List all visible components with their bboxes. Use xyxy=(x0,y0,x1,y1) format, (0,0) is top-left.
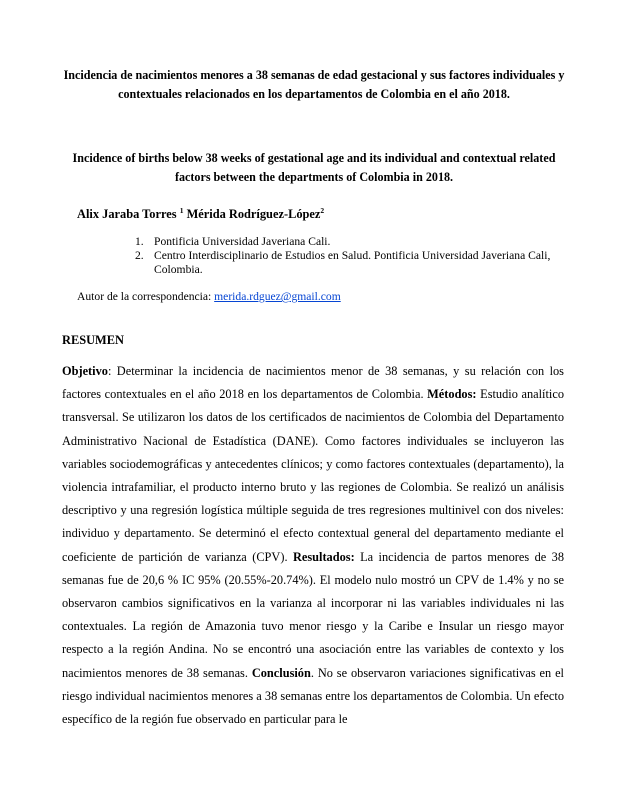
title-english: Incidence of births below 38 weeks of gestational age and its individual and contextual related factors between the departments of Colombia in 2018. xyxy=(72,151,556,184)
correspondence-line xyxy=(77,290,341,303)
objective-text: : Determinar la incidencia de nacimientos menor de 38 semanas, y su relación con los factores contextuales en el año 2018 en los departamentos de Colombia. xyxy=(62,364,564,402)
abstract-body xyxy=(62,360,564,731)
objective-label: Objetivo xyxy=(62,364,108,378)
conclusion-label: Conclusión xyxy=(251,665,311,680)
affiliation-text: Pontificia Universidad Javeriana Cali. xyxy=(154,235,331,248)
author-list xyxy=(77,207,324,222)
conclusion-text: . No se observaron variaciones significativas en el riesgo individual nacimientos menores a 38 semanas entre los departamentos de Colombia. Un efecto específico de la región fue observado en particular para le xyxy=(62,665,564,727)
author-name: Alix Jaraba Torres xyxy=(77,207,177,221)
author-affiliation-mark: 2 xyxy=(320,206,325,215)
affiliation-item xyxy=(135,249,555,277)
methods-label: Métodos: xyxy=(427,387,477,402)
correspondence-email-link[interactable]: merida.rdguez@gmail.com xyxy=(214,290,341,303)
title-spanish: Incidencia de nacimientos menores a 38 semanas de edad gestacional y sus factores individuales y contextuales relacionados en los departamentos de Colombia en el año 2018. xyxy=(63,68,565,101)
author-affiliation-mark: 1 xyxy=(179,206,184,215)
results-label: Resultados: xyxy=(292,549,355,564)
results-text: La incidencia de partos menores de 38 semanas fue de 20,6 % IC 95% (20.55%-20.74%). El modelo nulo mostró un CPV de 1.4% y no se observaron cambios significativos en la varianza al incorporar ni las variables individuales ni las contextuales. La región de Amazonia tuvo menor riesgo y la Caribe e Insular un riesgo mayor respecto a la región Andina. No se encontró una asociación entre las variables de contexto y los nacimientos menores de 38 semanas. xyxy=(62,549,564,680)
affiliation-number: 1. xyxy=(135,235,144,248)
methods-text: Estudio analítico transversal. Se utilizaron los datos de los certificados de nacimientos de Colombia del Departamento Administrativo Nacional de Estadística (DANE). Como factores individuales se incluyeron las variables sociodemográficas y antecedentes clínicos; y como factores contextuales (departamento), la violencia intrafamiliar, el producto interno bruto y las regiones de Colombia. Se realizó un análisis descriptivo y una regresión logística múltiple seguida de tres regresiones multinivel con dos niveles: individuo y departamento. Se determinó el efecto contextual general del departamento mediante el coeficiente de partición de varianza (CPV). xyxy=(62,387,564,564)
affiliation-list xyxy=(135,235,555,277)
affiliation-number: 2. xyxy=(135,249,144,262)
affiliation-text: Centro Interdisciplinario de Estudios en Salud. Pontificia Universidad Javeriana Cali, Colombia. xyxy=(154,249,551,276)
author-name: Mérida Rodríguez-López xyxy=(186,207,321,221)
abstract-heading: RESUMEN xyxy=(62,333,124,347)
affiliation-item xyxy=(135,235,555,249)
correspondence-label: Autor de la correspondencia: xyxy=(77,290,212,303)
